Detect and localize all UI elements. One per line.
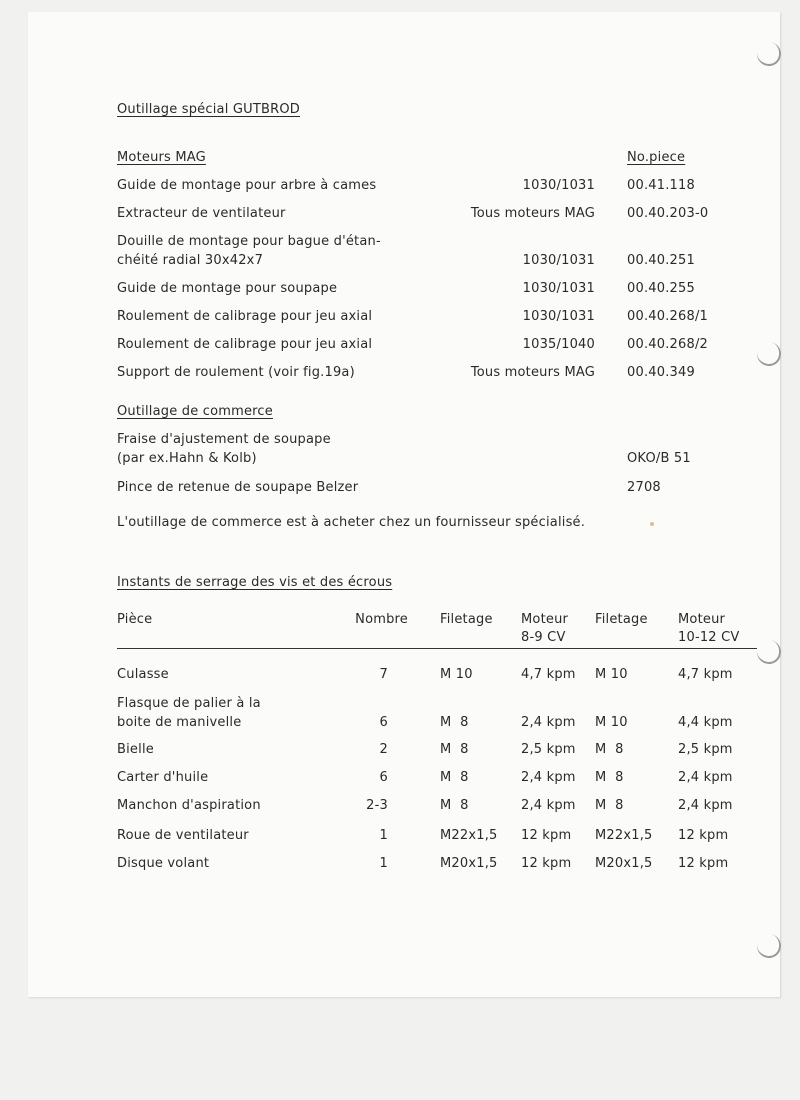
torque-value-10-12: 2,5 kpm <box>678 742 733 757</box>
engine-model: 1030/1031 <box>522 281 595 296</box>
torque-value-10-12: 4,7 kpm <box>678 667 733 682</box>
tool-description: Douille de montage pour bague d'étan- <box>117 234 381 249</box>
torque-count: 1 <box>379 856 388 871</box>
torque-thread-10-12: M 8 <box>595 742 624 757</box>
part-number: 00.40.268/1 <box>627 309 709 324</box>
binder-hole-middle <box>755 340 783 368</box>
tool-description: Roulement de calibrage pour jeu axial <box>117 309 373 324</box>
torque-thread-8-9: M 8 <box>440 742 469 757</box>
column-header-nombre: Nombre <box>355 612 408 627</box>
engine-model: 1030/1031 <box>522 253 595 268</box>
engine-model: Tous moteurs MAG <box>470 365 595 380</box>
column-header-piece: Pièce <box>117 612 153 627</box>
torque-piece: Disque volant <box>117 856 210 871</box>
section-title: Outillage de commerce <box>117 404 273 419</box>
column-header-filetage: Filetage <box>440 612 493 627</box>
column-header-moteur-10-12: 10-12 CV <box>678 630 740 645</box>
part-number: 00.40.203-0 <box>627 206 709 221</box>
tool-description: Support de roulement (voir fig.19a) <box>117 365 355 380</box>
column-header-moteur-10-12: Moteur <box>678 612 726 627</box>
torque-thread-8-9: M 8 <box>440 770 469 785</box>
engine-model: Tous moteurs MAG <box>470 206 595 221</box>
torque-thread-10-12: M22x1,5 <box>595 828 653 843</box>
torque-thread-8-9: M22x1,5 <box>440 828 498 843</box>
note-text: L'outillage de commerce est à acheter chez un fournisseur spécialisé. <box>117 515 586 530</box>
binder-hole-lower <box>755 638 783 666</box>
torque-thread-10-12: M 8 <box>595 798 624 813</box>
part-number: 00.40.268/2 <box>627 337 709 352</box>
torque-piece: boite de manivelle <box>117 715 242 730</box>
tool-description: Guide de montage pour soupape <box>117 281 338 296</box>
stain-mark <box>650 522 654 526</box>
part-number: 00.40.349 <box>627 365 695 380</box>
torque-count: 7 <box>379 667 388 682</box>
tool-description: Fraise d'ajustement de soupape <box>117 432 331 447</box>
part-number: 00.40.251 <box>627 253 695 268</box>
part-number: 2708 <box>627 480 661 495</box>
torque-thread-8-9: M20x1,5 <box>440 856 498 871</box>
torque-value-8-9: 2,4 kpm <box>521 715 576 730</box>
part-number: 00.40.255 <box>627 281 695 296</box>
engine-model: 1030/1031 <box>522 309 595 324</box>
torque-piece: Manchon d'aspiration <box>117 798 261 813</box>
tool-description: chéité radial 30x42x7 <box>117 253 264 268</box>
torque-value-10-12: 12 kpm <box>678 828 729 843</box>
torque-value-10-12: 12 kpm <box>678 856 729 871</box>
torque-count: 6 <box>379 715 388 730</box>
section-title: Instants de serrage des vis et des écrous <box>117 575 393 590</box>
column-header-moteur-8-9: Moteur <box>521 612 569 627</box>
torque-value-10-12: 2,4 kpm <box>678 770 733 785</box>
subsection-title: Moteurs MAG <box>117 150 206 165</box>
part-number: OKO/B 51 <box>627 451 691 466</box>
torque-piece: Roue de ventilateur <box>117 828 249 843</box>
torque-value-8-9: 12 kpm <box>521 856 572 871</box>
torque-value-8-9: 2,4 kpm <box>521 798 576 813</box>
torque-piece: Carter d'huile <box>117 770 209 785</box>
torque-count: 1 <box>379 828 388 843</box>
torque-value-8-9: 4,7 kpm <box>521 667 576 682</box>
column-header-moteur-8-9: 8-9 CV <box>521 630 566 645</box>
table-header-rule <box>117 648 757 649</box>
torque-thread-10-12: M 10 <box>595 667 628 682</box>
binder-hole-top <box>755 40 783 68</box>
column-header-filetage: Filetage <box>595 612 648 627</box>
column-header-part-number: No.piece <box>627 150 686 165</box>
torque-value-10-12: 4,4 kpm <box>678 715 733 730</box>
torque-count: 6 <box>379 770 388 785</box>
torque-value-8-9: 2,4 kpm <box>521 770 576 785</box>
torque-thread-8-9: M 8 <box>440 798 469 813</box>
tool-description: Roulement de calibrage pour jeu axial <box>117 337 373 352</box>
torque-value-8-9: 2,5 kpm <box>521 742 576 757</box>
part-number: 00.41.118 <box>627 178 695 193</box>
tool-description: (par ex.Hahn & Kolb) <box>117 451 257 466</box>
torque-piece: Flasque de palier à la <box>117 696 261 711</box>
engine-model: 1030/1031 <box>522 178 595 193</box>
torque-thread-10-12: M 8 <box>595 770 624 785</box>
torque-thread-8-9: M 10 <box>440 667 473 682</box>
torque-value-10-12: 2,4 kpm <box>678 798 733 813</box>
binder-hole-bottom <box>755 932 783 960</box>
torque-thread-10-12: M20x1,5 <box>595 856 653 871</box>
tool-description: Guide de montage pour arbre à cames <box>117 178 377 193</box>
tool-description: Extracteur de ventilateur <box>117 206 286 221</box>
tool-description: Pince de retenue de soupape Belzer <box>117 480 359 495</box>
torque-count: 2-3 <box>366 798 388 813</box>
torque-piece: Bielle <box>117 742 154 757</box>
torque-thread-10-12: M 10 <box>595 715 628 730</box>
torque-value-8-9: 12 kpm <box>521 828 572 843</box>
torque-piece: Culasse <box>117 667 169 682</box>
torque-count: 2 <box>379 742 388 757</box>
section-title: Outillage spécial GUTBROD <box>117 102 300 117</box>
engine-model: 1035/1040 <box>522 337 595 352</box>
torque-thread-8-9: M 8 <box>440 715 469 730</box>
